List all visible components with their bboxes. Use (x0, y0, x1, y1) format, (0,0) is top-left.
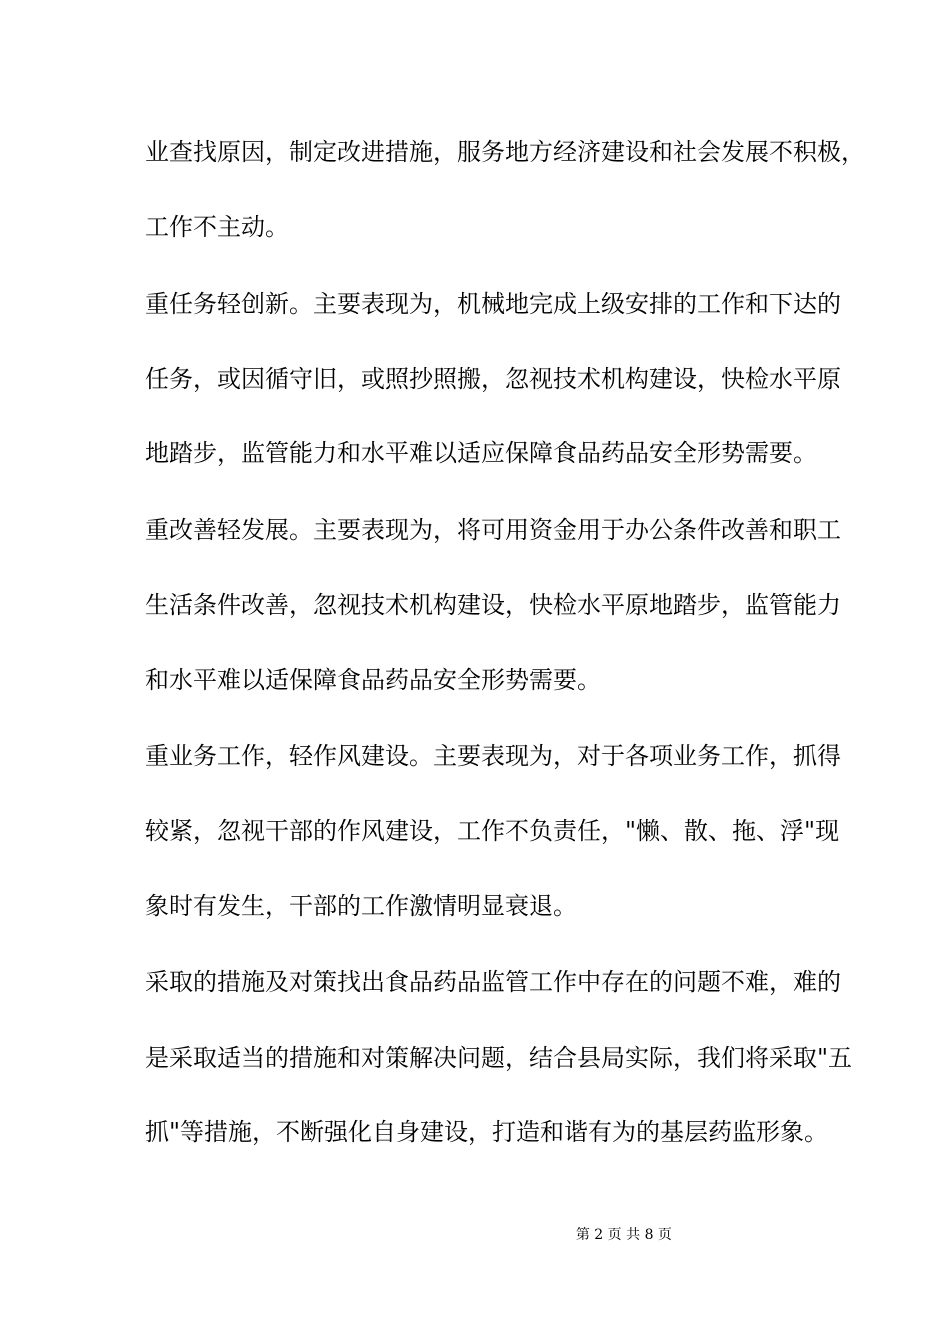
text-line: 地踏步，监管能力和水平难以适应保障食品药品安全形势需要。 (145, 439, 817, 467)
page-footer (0, 1208, 950, 1262)
text-line: 和水平难以适保障食品药品安全形势需要。 (145, 666, 601, 694)
text-line: 业查找原因，制定改进措施，服务地方经济建设和社会发展不积极， (145, 138, 865, 166)
text-line: 重改善轻发展。主要表现为，将可用资金用于办公条件改善和职工 (145, 516, 841, 544)
text-line: 是采取适当的措施和对策解决问题，结合县局实际，我们将采取"五 (145, 1044, 853, 1072)
text-line: 工作不主动。 (145, 213, 289, 241)
text-line: 任务，或因循守旧，或照抄照搬，忽视技术机构建设，快检水平原 (145, 365, 841, 393)
text-line: 重业务工作，轻作风建设。主要表现为，对于各项业务工作，抓得 (145, 742, 841, 770)
text-line: 重任务轻创新。主要表现为，机械地完成上级安排的工作和下达的 (145, 290, 841, 318)
text-line: 生活条件改善，忽视技术机构建设，快检水平原地踏步，监管能力 (145, 591, 841, 619)
text-line: 较紧，忽视干部的作风建设，工作不负责任，"懒、散、拖、浮"现 (145, 817, 840, 845)
page-number: 第 2 页 共 8 页 (575, 1227, 672, 1243)
text-line: 象时有发生，干部的工作激情明显衰退。 (145, 892, 577, 920)
text-line: 采取的措施及对策找出食品药品监管工作中存在的问题不难，难的 (145, 968, 841, 996)
text-line: 抓"等措施，不断强化自身建设，打造和谐有为的基层药监形象。 (145, 1118, 829, 1146)
